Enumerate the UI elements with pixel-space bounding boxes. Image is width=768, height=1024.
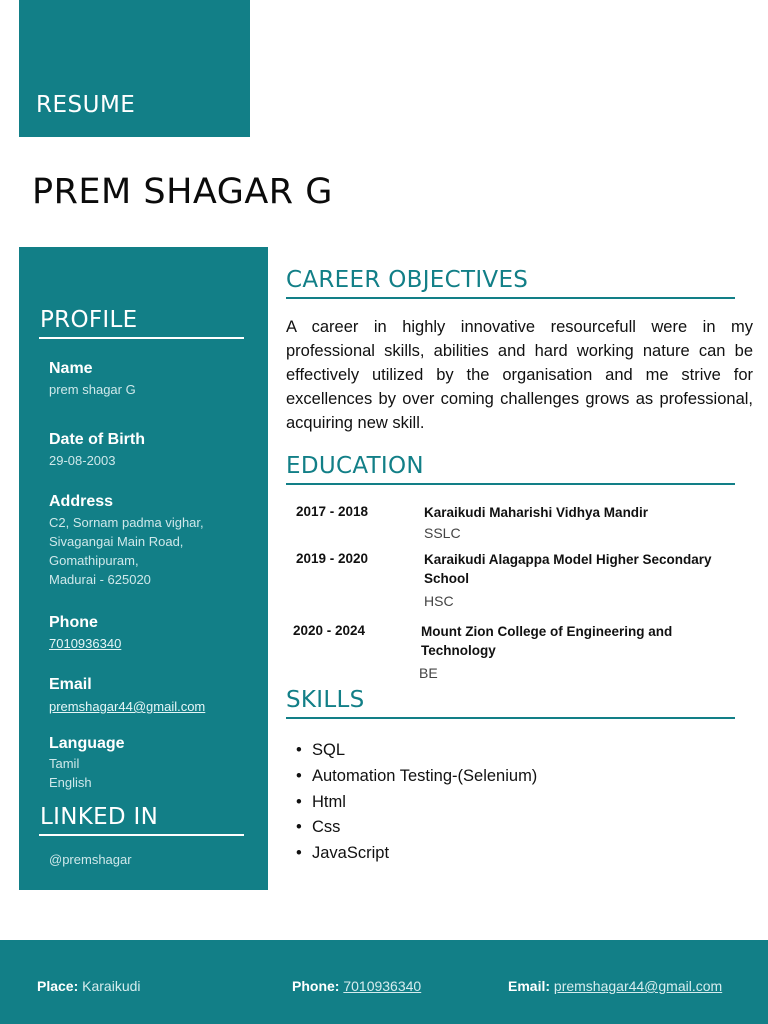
linkedin-heading: LINKED IN bbox=[40, 804, 159, 830]
skills-divider bbox=[286, 717, 735, 719]
bullet-icon: • bbox=[296, 741, 302, 759]
footer-phone bbox=[292, 978, 421, 994]
bullet-icon: • bbox=[296, 792, 302, 811]
resume-tag bbox=[19, 0, 250, 137]
skill-item bbox=[296, 817, 537, 843]
skill-item bbox=[296, 843, 537, 869]
candidate-name: PREM SHAGAR G bbox=[32, 172, 333, 212]
education-degree: SSLC bbox=[424, 525, 461, 541]
education-degree: BE bbox=[419, 665, 438, 681]
skill-label: SQL bbox=[312, 741, 346, 759]
bullet-icon: • bbox=[296, 766, 302, 785]
education-title: EDUCATION bbox=[286, 453, 424, 479]
bullet-icon: • bbox=[296, 818, 302, 837]
footer-email bbox=[508, 978, 722, 994]
footer-phone-link[interactable]: 7010936340 bbox=[343, 978, 422, 994]
skill-item bbox=[296, 766, 537, 792]
skill-label: Css bbox=[312, 818, 341, 837]
education-school: Karaikudi Alagappa Model Higher Secondary School bbox=[424, 552, 712, 586]
email-link[interactable]: premshagar44@gmail.com bbox=[49, 699, 206, 714]
contact-footer bbox=[0, 940, 768, 1024]
footer-place-value: Karaikudi bbox=[82, 978, 141, 994]
email-label: Email bbox=[49, 676, 92, 693]
career-objectives-divider bbox=[286, 297, 735, 299]
education-degree: HSC bbox=[424, 593, 454, 609]
footer-email-link[interactable]: premshagar44@gmail.com bbox=[553, 978, 723, 994]
language-label: Language bbox=[49, 735, 125, 752]
skill-label: Html bbox=[312, 792, 346, 811]
dob-value: 29-08-2003 bbox=[49, 453, 116, 468]
address-line: C2, Sornam padma vighar, bbox=[49, 515, 204, 530]
name-value: prem shagar G bbox=[49, 382, 136, 397]
footer-phone-label: Phone: bbox=[292, 978, 340, 994]
address-line: Madurai - 625020 bbox=[49, 572, 151, 587]
address-line: Gomathipuram, bbox=[49, 553, 139, 568]
skill-item bbox=[296, 792, 537, 818]
footer-place bbox=[37, 978, 141, 994]
skills-title: SKILLS bbox=[286, 687, 365, 713]
education-school: Karaikudi Maharishi Vidhya Mandir bbox=[424, 505, 649, 520]
footer-email-label: Email: bbox=[508, 978, 551, 994]
bullet-icon: • bbox=[296, 844, 302, 863]
profile-heading: PROFILE bbox=[40, 307, 138, 333]
language-item: English bbox=[49, 775, 92, 790]
dob-label: Date of Birth bbox=[49, 431, 145, 448]
footer-place-label: Place: bbox=[37, 978, 79, 994]
education-school: Mount Zion College of Engineering and Technology bbox=[421, 624, 673, 658]
name-label: Name bbox=[49, 360, 93, 377]
skills-list bbox=[296, 740, 537, 869]
skill-label: JavaScript bbox=[312, 844, 390, 863]
language-item: Tamil bbox=[49, 756, 80, 771]
profile-sidebar bbox=[19, 247, 268, 890]
career-objectives-title: CAREER OBJECTIVES bbox=[286, 267, 529, 293]
education-years: 2020 - 2024 bbox=[293, 623, 366, 638]
education-divider bbox=[286, 483, 735, 485]
address-label: Address bbox=[49, 493, 114, 510]
education-years: 2017 - 2018 bbox=[296, 504, 369, 519]
linkedin-divider bbox=[39, 834, 244, 836]
address-value bbox=[49, 513, 204, 589]
language-list bbox=[49, 754, 92, 792]
phone-link[interactable]: 7010936340 bbox=[49, 636, 122, 651]
profile-divider bbox=[39, 337, 244, 339]
address-line: Sivagangai Main Road, bbox=[49, 534, 184, 549]
skill-label: Automation Testing-(Selenium) bbox=[312, 766, 538, 785]
skill-item bbox=[296, 740, 537, 766]
phone-label: Phone bbox=[49, 614, 98, 631]
career-objectives-text: A career in highly innovative resourcefull were in my professional skills, abilities and hard working nature can be effectively utilized by the organisation and me strive for excellences by over coming challenges grows as professional, acquiring new skill. bbox=[286, 318, 753, 432]
resume-tag-label: RESUME bbox=[36, 92, 136, 118]
linkedin-handle[interactable]: @premshagar bbox=[49, 852, 132, 867]
education-years: 2019 - 2020 bbox=[296, 551, 369, 566]
